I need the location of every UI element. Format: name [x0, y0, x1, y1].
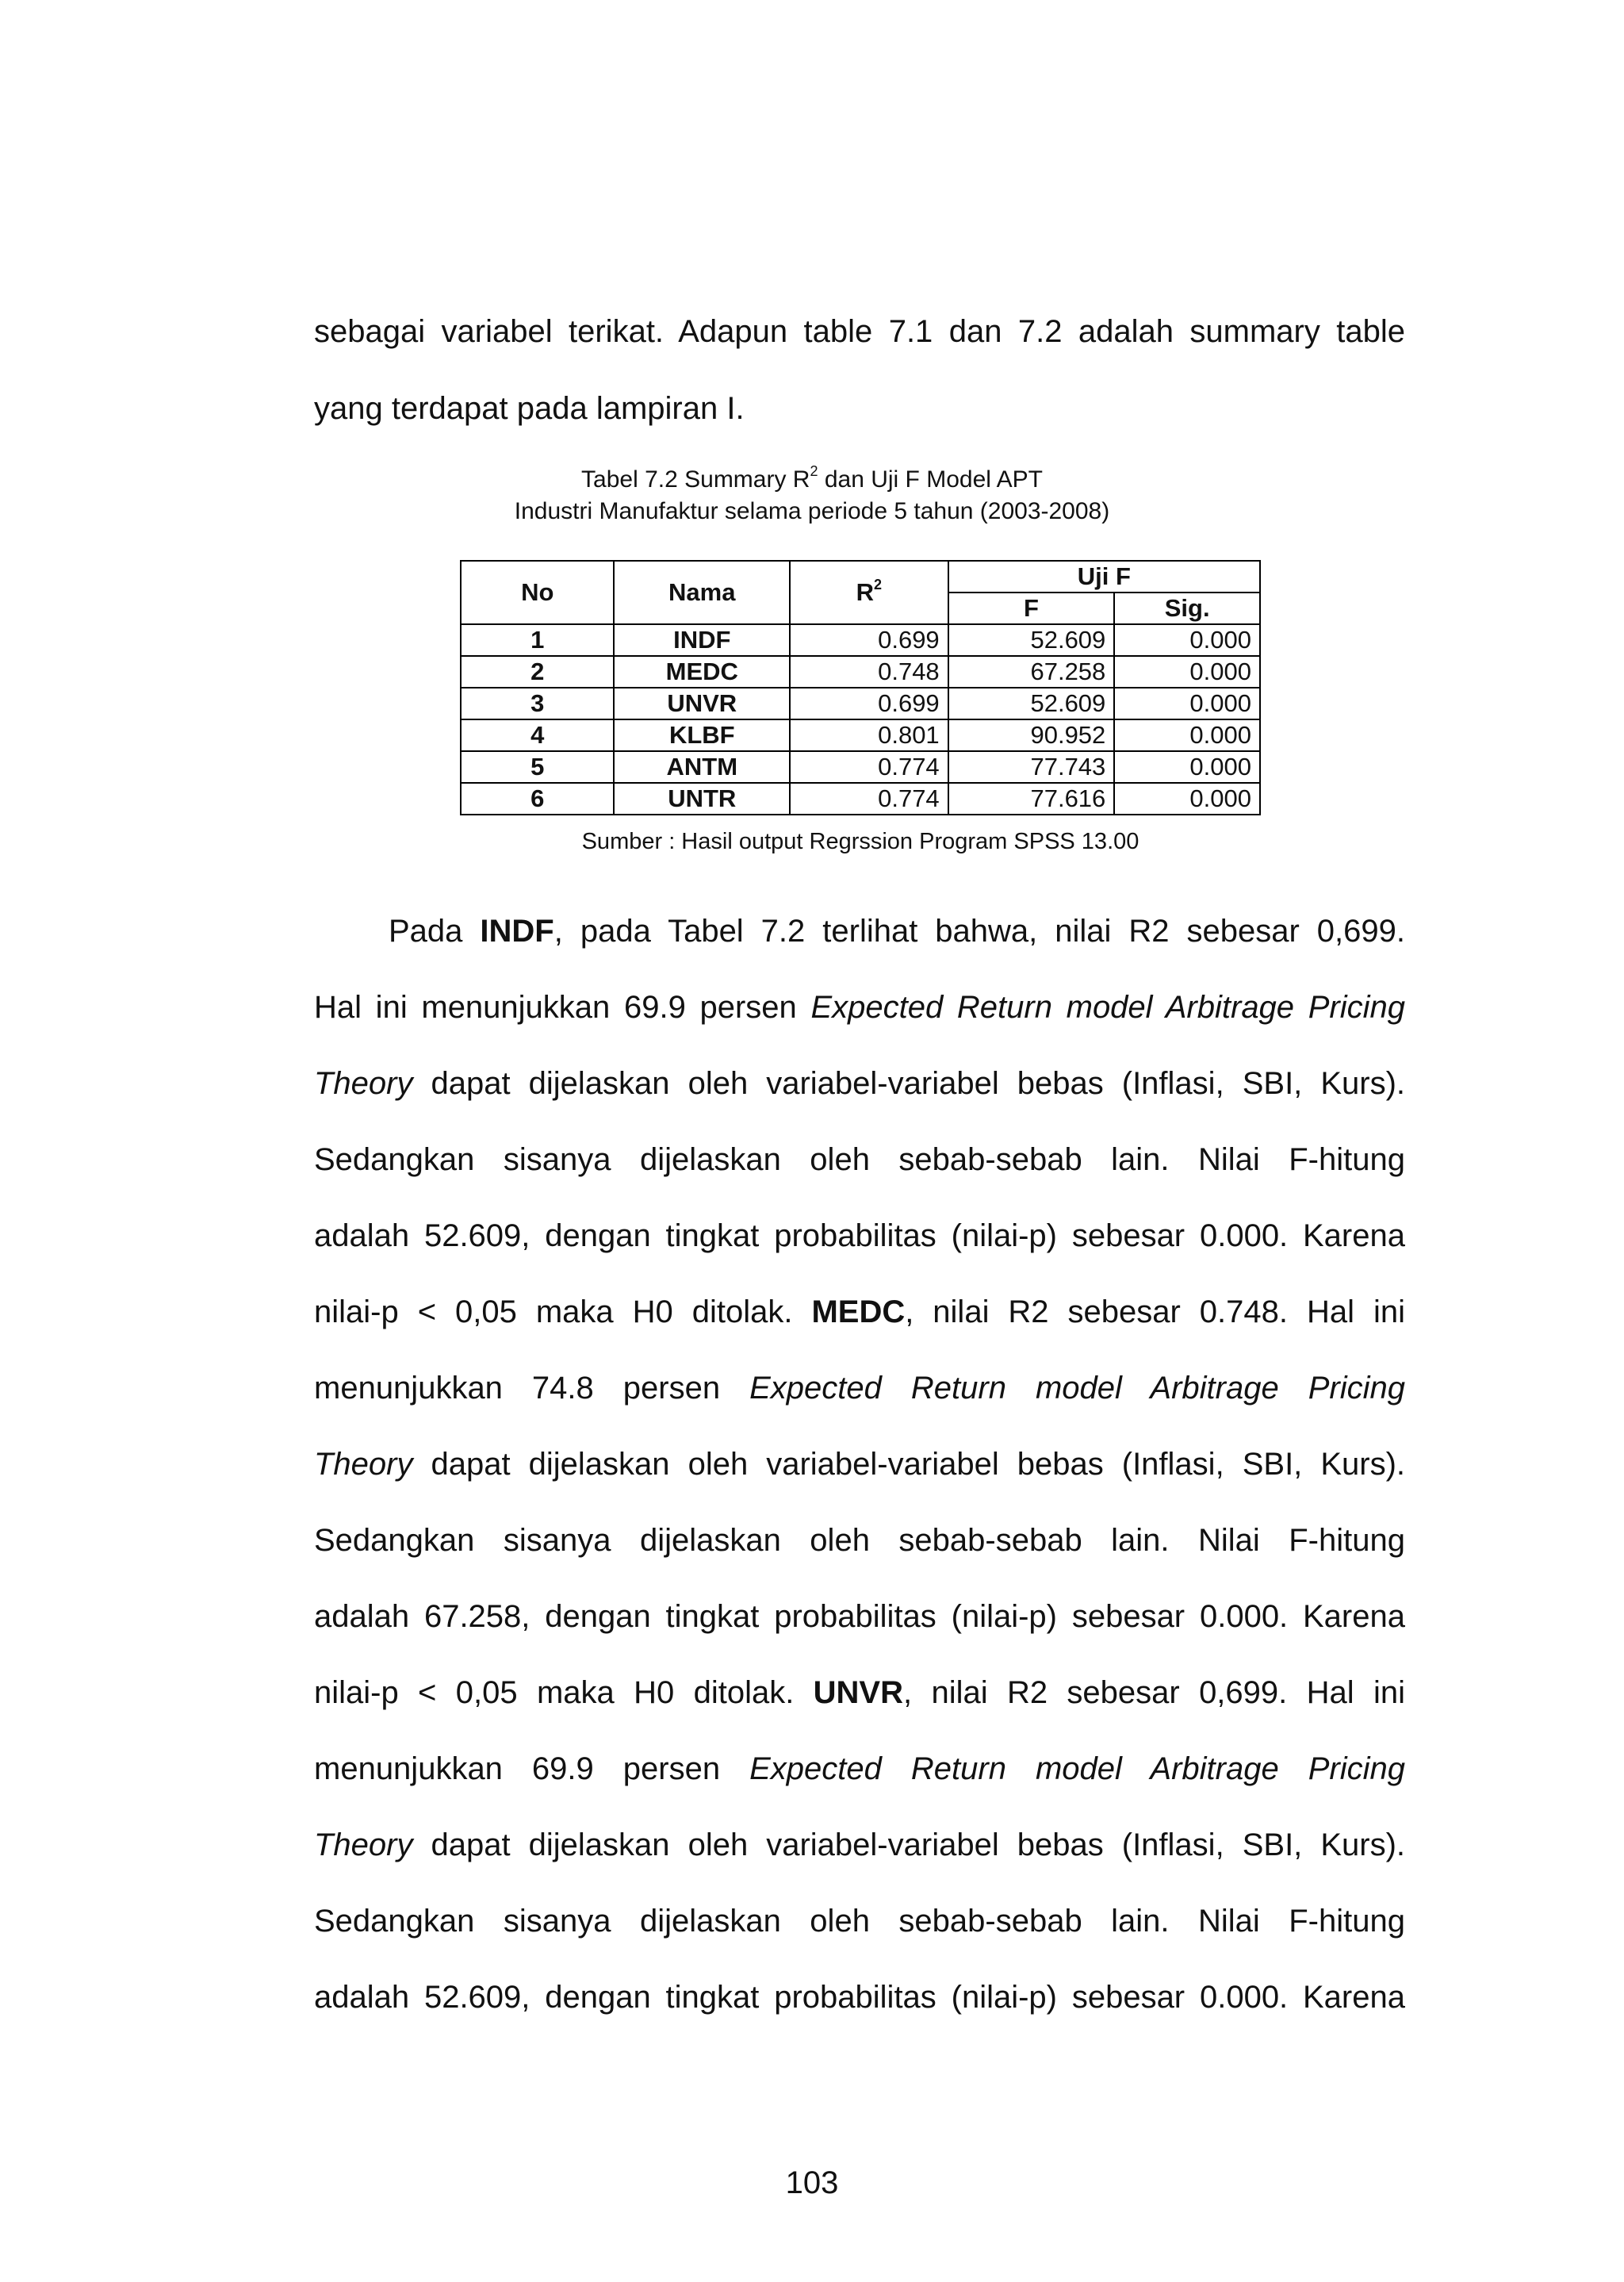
body-line-1: Pada INDF, pada Tabel 7.2 terlihat bahwa, nilai R2 sebesar 0,699.	[389, 914, 1406, 949]
cell-f: 90.952	[948, 719, 1115, 751]
table-caption-line-1	[0, 465, 1624, 495]
body-line-13: Theory dapat dijelaskan oleh variabel-variabel bebas (Inflasi, SBI, Kurs).	[314, 1828, 1405, 1862]
body-line-2: Hal ini menunjukkan 69.9 persen Expected Return model Arbitrage Pricing	[314, 990, 1405, 1025]
body-line-5: adalah 52.609, dengan tingkat probabilitas (nilai-p) sebesar 0.000. Karena	[314, 1218, 1405, 1253]
body-line-3: Theory dapat dijelaskan oleh variabel-variabel bebas (Inflasi, SBI, Kurs).	[314, 1066, 1405, 1101]
cell-no: 2	[461, 656, 614, 688]
cell-sig: 0.000	[1114, 719, 1260, 751]
cell-sig: 0.000	[1114, 688, 1260, 719]
cell-f: 77.616	[948, 783, 1115, 815]
cell-sig: 0.000	[1114, 783, 1260, 815]
intro-line-1: sebagai variabel terikat. Adapun table 7.1 dan 7.2 adalah summary table	[314, 314, 1405, 349]
cell-f: 67.258	[948, 656, 1115, 688]
cell-no: 3	[461, 688, 614, 719]
body-line-12: menunjukkan 69.9 persen Expected Return model Arbitrage Pricing	[314, 1751, 1405, 1786]
cell-nama: KLBF	[614, 719, 790, 751]
table-row	[461, 783, 1260, 815]
cell-no: 1	[461, 624, 614, 656]
table-row	[461, 688, 1260, 719]
table-row	[461, 719, 1260, 751]
body-line-6: nilai-p < 0,05 maka H0 ditolak. MEDC, nilai R2 sebesar 0.748. Hal ini	[314, 1294, 1405, 1329]
table-source: Sumber : Hasil output Regrssion Program SPSS 13.00	[581, 829, 1139, 854]
body-line-11: nilai-p < 0,05 maka H0 ditolak. UNVR, nilai R2 sebesar 0,699. Hal ini	[314, 1675, 1405, 1710]
cell-nama: ANTM	[614, 751, 790, 783]
table-row	[461, 656, 1260, 688]
cell-r2: 0.774	[790, 783, 948, 815]
cell-nama: MEDC	[614, 656, 790, 688]
cell-r2: 0.774	[790, 751, 948, 783]
cell-f: 77.743	[948, 751, 1115, 783]
body-line-10: adalah 67.258, dengan tingkat probabilitas (nilai-p) sebesar 0.000. Karena	[314, 1599, 1405, 1634]
body-line-4: Sedangkan sisanya dijelaskan oleh sebab-sebab lain. Nilai F-hitung	[314, 1142, 1405, 1177]
table-row	[461, 624, 1260, 656]
cell-nama: INDF	[614, 624, 790, 656]
table-caption-line-2: Industri Manufaktur selama periode 5 tahun (2003-2008)	[514, 498, 1110, 524]
header-r2: $R^2$	[790, 561, 948, 624]
header-sig: Sig.	[1114, 593, 1260, 624]
intro-line-2: yang terdapat pada lampiran I.	[314, 391, 745, 426]
body-line-7: menunjukkan 74.8 persen Expected Return model Arbitrage Pricing	[314, 1371, 1405, 1406]
body-line-9: Sedangkan sisanya dijelaskan oleh sebab-sebab lain. Nilai F-hitung	[314, 1523, 1405, 1558]
header-f: F	[948, 593, 1115, 624]
cell-nama: UNVR	[614, 688, 790, 719]
caption-text: Tabel 7.2 Summary R	[581, 466, 810, 493]
header-uji-f: Uji F	[948, 561, 1260, 593]
header-no: No	[461, 561, 614, 624]
body-line-15: adalah 52.609, dengan tingkat probabilitas (nilai-p) sebesar 0.000. Karena	[314, 1980, 1405, 2015]
cell-no: 6	[461, 783, 614, 815]
body-line-14: Sedangkan sisanya dijelaskan oleh sebab-sebab lain. Nilai F-hitung	[314, 1904, 1405, 1939]
cell-sig: 0.000	[1114, 656, 1260, 688]
header-nama: Nama	[614, 561, 790, 624]
cell-nama: UNTR	[614, 783, 790, 815]
cell-f: 52.609	[948, 688, 1115, 719]
caption-text-end: dan Uji F Model APT	[818, 466, 1043, 493]
page-number: 103	[785, 2165, 839, 2200]
caption-superscript: 2	[810, 463, 818, 479]
cell-no: 4	[461, 719, 614, 751]
cell-r2: 0.699	[790, 624, 948, 656]
cell-r2: 0.699	[790, 688, 948, 719]
summary-table	[460, 560, 1261, 815]
cell-r2: 0.801	[790, 719, 948, 751]
cell-sig: 0.000	[1114, 751, 1260, 783]
cell-f: 52.609	[948, 624, 1115, 656]
cell-sig: 0.000	[1114, 624, 1260, 656]
cell-r2: 0.748	[790, 656, 948, 688]
body-line-8: Theory dapat dijelaskan oleh variabel-variabel bebas (Inflasi, SBI, Kurs).	[314, 1447, 1405, 1482]
cell-no: 5	[461, 751, 614, 783]
table-row	[461, 751, 1260, 783]
